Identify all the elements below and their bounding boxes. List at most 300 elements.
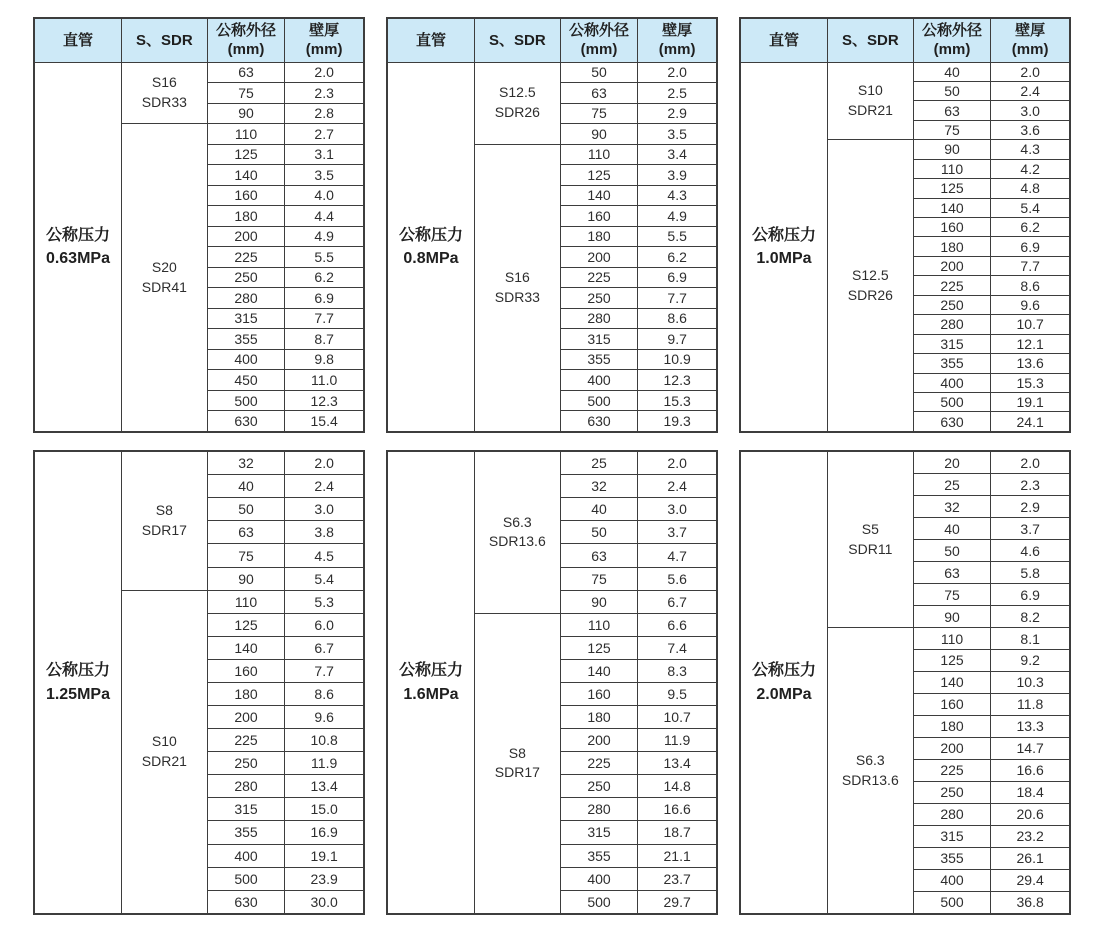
outer-diameter-cell: 50 xyxy=(913,81,991,100)
outer-diameter-cell: 200 xyxy=(913,737,991,759)
s-label: S20 xyxy=(151,258,177,275)
header-line: (mm) xyxy=(227,41,265,59)
wall-thickness-cell: 16.6 xyxy=(991,759,1070,781)
outer-diameter-cell: 200 xyxy=(207,706,285,729)
wall-thickness-cell: 5.8 xyxy=(991,562,1070,584)
wall-thickness-cell: 3.1 xyxy=(285,144,364,165)
wall-thickness-cell: 9.5 xyxy=(638,682,717,705)
outer-diameter-cell: 315 xyxy=(207,798,285,821)
header-line: 壁厚 xyxy=(1015,21,1046,39)
outer-diameter-cell: 32 xyxy=(560,475,638,498)
outer-diameter-cell: 125 xyxy=(207,144,285,165)
outer-diameter-cell: 180 xyxy=(560,226,638,247)
outer-diameter-cell: 280 xyxy=(913,315,991,334)
s-label: S16 xyxy=(151,74,177,91)
wall-thickness-cell: 24.1 xyxy=(991,412,1070,432)
outer-diameter-cell: 110 xyxy=(560,144,638,165)
wall-thickness-cell: 8.1 xyxy=(991,628,1070,650)
outer-diameter-cell: 400 xyxy=(560,867,638,890)
outer-diameter-cell: 125 xyxy=(913,650,991,672)
sdr-group-cell xyxy=(121,62,207,124)
outer-diameter-cell: 200 xyxy=(913,256,991,275)
wall-thickness-cell: 3.5 xyxy=(638,124,717,145)
wall-thickness-cell: 11.9 xyxy=(285,752,364,775)
outer-diameter-cell: 500 xyxy=(560,390,638,411)
wall-thickness-cell: 6.9 xyxy=(991,237,1070,256)
pressure-label: 公称压力 xyxy=(398,662,463,680)
wall-thickness-cell: 2.0 xyxy=(638,451,717,475)
outer-diameter-cell: 90 xyxy=(207,103,285,124)
outer-diameter-cell: 110 xyxy=(913,628,991,650)
outer-diameter-cell: 50 xyxy=(913,540,991,562)
header-line: (mm) xyxy=(1011,41,1049,59)
pressure-cell xyxy=(34,62,121,432)
wall-thickness-cell: 29.7 xyxy=(638,890,717,914)
header-line: 公称外径 xyxy=(922,21,983,39)
wall-thickness-cell: 19.3 xyxy=(638,411,717,432)
outer-diameter-cell: 180 xyxy=(560,706,638,729)
outer-diameter-cell: 32 xyxy=(207,451,285,475)
wall-thickness-cell: 6.6 xyxy=(638,613,717,636)
sdr-label: SDR13.6 xyxy=(488,533,546,550)
outer-diameter-cell: 250 xyxy=(560,775,638,798)
sdr-label: SDR17 xyxy=(494,764,540,781)
outer-diameter-cell: 400 xyxy=(207,349,285,370)
outer-diameter-cell: 50 xyxy=(560,521,638,544)
sdr-group-cell xyxy=(121,590,207,914)
wall-thickness-cell: 30.0 xyxy=(285,890,364,914)
outer-diameter-cell: 630 xyxy=(560,411,638,432)
pressure-value: 1.25MPa xyxy=(45,685,110,703)
outer-diameter-cell: 40 xyxy=(560,498,638,521)
pressure-value: 1.0MPa xyxy=(756,249,812,267)
outer-diameter-cell: 75 xyxy=(560,567,638,590)
wall-thickness-cell: 3.8 xyxy=(285,521,364,544)
outer-diameter-cell: 110 xyxy=(207,124,285,145)
wall-thickness-cell: 10.8 xyxy=(285,729,364,752)
header-line: (mm) xyxy=(580,41,618,59)
outer-diameter-cell: 160 xyxy=(560,206,638,227)
wall-thickness-cell: 11.0 xyxy=(285,370,364,391)
wall-thickness-cell: 5.3 xyxy=(285,590,364,613)
outer-diameter-cell: 140 xyxy=(913,671,991,693)
wall-thickness-cell: 4.3 xyxy=(638,185,717,206)
wall-thickness-cell: 7.4 xyxy=(638,636,717,659)
pressure-value: 1.6MPa xyxy=(403,685,459,703)
pressure-label: 公称压力 xyxy=(45,226,110,244)
sdr-label: SDR26 xyxy=(847,286,893,303)
wall-thickness-cell: 2.7 xyxy=(285,124,364,145)
table-row xyxy=(740,451,1070,474)
outer-diameter-cell: 355 xyxy=(560,844,638,867)
wall-thickness-cell: 13.4 xyxy=(285,775,364,798)
outer-diameter-cell: 160 xyxy=(207,659,285,682)
wall-thickness-cell: 2.4 xyxy=(285,475,364,498)
outer-diameter-cell: 250 xyxy=(560,288,638,309)
wall-thickness-cell: 18.4 xyxy=(991,781,1070,803)
wall-thickness-cell: 3.4 xyxy=(638,144,717,165)
s-label: S6.3 xyxy=(855,751,885,768)
wall-thickness-cell: 2.5 xyxy=(638,83,717,104)
s-label: S6.3 xyxy=(502,513,532,530)
wall-thickness-cell: 6.2 xyxy=(638,247,717,268)
wall-thickness-cell: 6.0 xyxy=(285,613,364,636)
outer-diameter-cell: 500 xyxy=(560,890,638,914)
wall-thickness-cell: 14.7 xyxy=(991,737,1070,759)
wall-thickness-cell: 2.4 xyxy=(638,475,717,498)
wall-thickness-cell: 11.8 xyxy=(991,693,1070,715)
outer-diameter-cell: 400 xyxy=(560,370,638,391)
pressure-cell xyxy=(740,451,827,914)
wall-thickness-cell: 3.7 xyxy=(991,518,1070,540)
wall-thickness-cell: 7.7 xyxy=(285,659,364,682)
pressure-table-0.63MPa xyxy=(33,17,365,433)
wall-thickness-cell: 23.7 xyxy=(638,867,717,890)
wall-thickness-cell: 20.6 xyxy=(991,803,1070,825)
outer-diameter-cell: 400 xyxy=(913,373,991,392)
outer-diameter-cell: 355 xyxy=(913,354,991,373)
sdr-label: SDR41 xyxy=(141,278,187,295)
outer-diameter-cell: 125 xyxy=(560,165,638,186)
outer-diameter-cell: 63 xyxy=(560,544,638,567)
outer-diameter-cell: 250 xyxy=(207,267,285,288)
wall-thickness-cell: 12.3 xyxy=(638,370,717,391)
outer-diameter-cell: 280 xyxy=(207,288,285,309)
sdr-group-cell xyxy=(474,451,560,613)
wall-thickness-cell: 3.0 xyxy=(638,498,717,521)
pressure-label: 公称压力 xyxy=(751,226,816,244)
outer-diameter-cell: 63 xyxy=(913,562,991,584)
wall-thickness-cell: 6.9 xyxy=(991,584,1070,606)
wall-thickness-cell: 10.7 xyxy=(638,706,717,729)
header-line: (mm) xyxy=(933,41,971,59)
wall-thickness-cell: 5.4 xyxy=(991,198,1070,217)
wall-thickness-cell: 9.6 xyxy=(285,706,364,729)
table-row xyxy=(387,451,717,475)
sdr-group-cell xyxy=(474,62,560,144)
wall-thickness-cell: 8.6 xyxy=(285,682,364,705)
wall-thickness-cell: 4.9 xyxy=(638,206,717,227)
outer-diameter-cell: 250 xyxy=(207,752,285,775)
col-header-outer-diameter xyxy=(560,18,638,62)
wall-thickness-cell: 12.3 xyxy=(285,390,364,411)
outer-diameter-cell: 200 xyxy=(560,729,638,752)
wall-thickness-cell: 4.6 xyxy=(991,540,1070,562)
outer-diameter-cell: 500 xyxy=(207,867,285,890)
wall-thickness-cell: 2.9 xyxy=(991,496,1070,518)
col-header-outer-diameter xyxy=(913,18,991,62)
outer-diameter-cell: 225 xyxy=(207,729,285,752)
pressure-table-0.8MPa xyxy=(386,17,718,433)
outer-diameter-cell: 140 xyxy=(560,659,638,682)
table-row xyxy=(34,62,364,83)
wall-thickness-cell: 4.8 xyxy=(991,179,1070,198)
outer-diameter-cell: 75 xyxy=(913,584,991,606)
outer-diameter-cell: 140 xyxy=(207,165,285,186)
pressure-value: 0.63MPa xyxy=(45,249,110,267)
wall-thickness-cell: 2.0 xyxy=(285,62,364,83)
wall-thickness-cell: 23.2 xyxy=(991,825,1070,847)
pressure-cell xyxy=(387,62,474,432)
wall-thickness-cell: 4.7 xyxy=(638,544,717,567)
outer-diameter-cell: 630 xyxy=(913,412,991,432)
col-header-wall-thickness xyxy=(285,18,364,62)
wall-thickness-cell: 3.5 xyxy=(285,165,364,186)
wall-thickness-cell: 7.7 xyxy=(991,256,1070,275)
pressure-value: 2.0MPa xyxy=(756,685,812,703)
outer-diameter-cell: 90 xyxy=(560,124,638,145)
wall-thickness-cell: 14.8 xyxy=(638,775,717,798)
outer-diameter-cell: 630 xyxy=(207,411,285,432)
sdr-group-cell xyxy=(121,451,207,590)
outer-diameter-cell: 90 xyxy=(913,140,991,159)
wall-thickness-cell: 6.2 xyxy=(285,267,364,288)
outer-diameter-cell: 315 xyxy=(207,308,285,329)
sdr-label: SDR33 xyxy=(494,288,540,305)
outer-diameter-cell: 200 xyxy=(207,226,285,247)
outer-diameter-cell: 160 xyxy=(913,218,991,237)
outer-diameter-cell: 110 xyxy=(207,590,285,613)
outer-diameter-cell: 140 xyxy=(207,636,285,659)
wall-thickness-cell: 7.7 xyxy=(638,288,717,309)
pressure-cell xyxy=(740,62,827,432)
sdr-label: SDR26 xyxy=(494,104,540,121)
wall-thickness-cell: 5.5 xyxy=(285,247,364,268)
outer-diameter-cell: 400 xyxy=(207,844,285,867)
wall-thickness-cell: 16.6 xyxy=(638,798,717,821)
outer-diameter-cell: 225 xyxy=(913,759,991,781)
wall-thickness-cell: 6.9 xyxy=(285,288,364,309)
wall-thickness-cell: 3.7 xyxy=(638,521,717,544)
outer-diameter-cell: 140 xyxy=(913,198,991,217)
wall-thickness-cell: 3.0 xyxy=(285,498,364,521)
tables-grid xyxy=(33,17,1071,915)
wall-thickness-cell: 26.1 xyxy=(991,847,1070,869)
table-row xyxy=(34,451,364,475)
wall-thickness-cell: 5.6 xyxy=(638,567,717,590)
outer-diameter-cell: 355 xyxy=(207,329,285,350)
sdr-label: SDR21 xyxy=(141,752,187,769)
outer-diameter-cell: 140 xyxy=(560,185,638,206)
wall-thickness-cell: 10.7 xyxy=(991,315,1070,334)
outer-diameter-cell: 75 xyxy=(207,83,285,104)
outer-diameter-cell: 500 xyxy=(913,891,991,914)
wall-thickness-cell: 4.5 xyxy=(285,544,364,567)
outer-diameter-cell: 200 xyxy=(560,247,638,268)
outer-diameter-cell: 90 xyxy=(207,567,285,590)
pressure-cell xyxy=(34,451,121,914)
pressure-label: 公称压力 xyxy=(398,226,463,244)
col-header-sdr: S、SDR xyxy=(121,18,207,62)
sdr-group-cell xyxy=(827,62,913,140)
outer-diameter-cell: 160 xyxy=(913,693,991,715)
header-line: (mm) xyxy=(305,41,343,59)
outer-diameter-cell: 160 xyxy=(560,682,638,705)
outer-diameter-cell: 90 xyxy=(913,606,991,628)
outer-diameter-cell: 63 xyxy=(207,62,285,83)
col-header-pipe: 直管 xyxy=(387,18,474,62)
outer-diameter-cell: 250 xyxy=(913,781,991,803)
outer-diameter-cell: 160 xyxy=(207,185,285,206)
wall-thickness-cell: 6.7 xyxy=(285,636,364,659)
header-line: 公称外径 xyxy=(569,21,630,39)
outer-diameter-cell: 225 xyxy=(913,276,991,295)
outer-diameter-cell: 500 xyxy=(913,392,991,411)
s-label: S12.5 xyxy=(499,84,536,101)
sdr-label: SDR21 xyxy=(847,101,893,118)
sdr-group-cell xyxy=(827,140,913,432)
col-header-wall-thickness xyxy=(638,18,717,62)
outer-diameter-cell: 355 xyxy=(913,847,991,869)
outer-diameter-cell: 63 xyxy=(207,521,285,544)
outer-diameter-cell: 25 xyxy=(913,474,991,496)
col-header-sdr: S、SDR xyxy=(474,18,560,62)
wall-thickness-cell: 2.4 xyxy=(991,81,1070,100)
wall-thickness-cell: 4.2 xyxy=(991,159,1070,178)
outer-diameter-cell: 75 xyxy=(207,544,285,567)
wall-thickness-cell: 15.3 xyxy=(991,373,1070,392)
wall-thickness-cell: 15.0 xyxy=(285,798,364,821)
wall-thickness-cell: 10.3 xyxy=(991,671,1070,693)
wall-thickness-cell: 4.9 xyxy=(285,226,364,247)
col-header-pipe: 直管 xyxy=(34,18,121,62)
table-row xyxy=(387,62,717,83)
sdr-group-cell xyxy=(121,124,207,432)
outer-diameter-cell: 180 xyxy=(207,206,285,227)
outer-diameter-cell: 280 xyxy=(560,798,638,821)
wall-thickness-cell: 4.4 xyxy=(285,206,364,227)
wall-thickness-cell: 2.3 xyxy=(991,474,1070,496)
outer-diameter-cell: 180 xyxy=(207,682,285,705)
outer-diameter-cell: 280 xyxy=(560,308,638,329)
wall-thickness-cell: 6.7 xyxy=(638,590,717,613)
sdr-group-cell xyxy=(474,144,560,432)
outer-diameter-cell: 280 xyxy=(913,803,991,825)
wall-thickness-cell: 21.1 xyxy=(638,844,717,867)
wall-thickness-cell: 29.4 xyxy=(991,869,1070,891)
outer-diameter-cell: 315 xyxy=(913,825,991,847)
wall-thickness-cell: 2.0 xyxy=(991,62,1070,81)
header-line: (mm) xyxy=(658,41,696,59)
wall-thickness-cell: 2.0 xyxy=(638,62,717,83)
outer-diameter-cell: 32 xyxy=(913,496,991,518)
wall-thickness-cell: 5.5 xyxy=(638,226,717,247)
wall-thickness-cell: 9.6 xyxy=(991,295,1070,314)
header-line: 壁厚 xyxy=(309,21,340,39)
wall-thickness-cell: 13.6 xyxy=(991,354,1070,373)
wall-thickness-cell: 19.1 xyxy=(991,392,1070,411)
wall-thickness-cell: 7.7 xyxy=(285,308,364,329)
pressure-label: 公称压力 xyxy=(45,662,110,680)
outer-diameter-cell: 450 xyxy=(207,370,285,391)
outer-diameter-cell: 225 xyxy=(207,247,285,268)
outer-diameter-cell: 355 xyxy=(560,349,638,370)
sdr-label: SDR13.6 xyxy=(841,771,899,788)
col-header-outer-diameter xyxy=(207,18,285,62)
outer-diameter-cell: 40 xyxy=(913,518,991,540)
header-line: 公称外径 xyxy=(216,21,277,39)
outer-diameter-cell: 75 xyxy=(913,120,991,139)
wall-thickness-cell: 11.9 xyxy=(638,729,717,752)
s-label: S8 xyxy=(155,502,173,519)
col-header-wall-thickness xyxy=(991,18,1070,62)
outer-diameter-cell: 40 xyxy=(207,475,285,498)
wall-thickness-cell: 13.4 xyxy=(638,752,717,775)
s-label: S10 xyxy=(857,82,883,99)
outer-diameter-cell: 315 xyxy=(560,821,638,844)
wall-thickness-cell: 19.1 xyxy=(285,844,364,867)
outer-diameter-cell: 125 xyxy=(560,636,638,659)
pressure-table-1.6MPa xyxy=(386,450,718,915)
header-line: 壁厚 xyxy=(662,21,693,39)
wall-thickness-cell: 9.2 xyxy=(991,650,1070,672)
wall-thickness-cell: 5.4 xyxy=(285,567,364,590)
wall-thickness-cell: 2.0 xyxy=(991,451,1070,474)
pressure-table-2.0MPa xyxy=(739,450,1071,915)
outer-diameter-cell: 75 xyxy=(560,103,638,124)
wall-thickness-cell: 8.6 xyxy=(638,308,717,329)
wall-thickness-cell: 4.0 xyxy=(285,185,364,206)
wall-thickness-cell: 8.2 xyxy=(991,606,1070,628)
wall-thickness-cell: 3.9 xyxy=(638,165,717,186)
wall-thickness-cell: 13.3 xyxy=(991,715,1070,737)
outer-diameter-cell: 250 xyxy=(913,295,991,314)
s-label: S5 xyxy=(861,520,879,537)
outer-diameter-cell: 50 xyxy=(207,498,285,521)
outer-diameter-cell: 25 xyxy=(560,451,638,475)
wall-thickness-cell: 3.6 xyxy=(991,120,1070,139)
wall-thickness-cell: 12.1 xyxy=(991,334,1070,353)
wall-thickness-cell: 2.8 xyxy=(285,103,364,124)
outer-diameter-cell: 400 xyxy=(913,869,991,891)
outer-diameter-cell: 280 xyxy=(207,775,285,798)
wall-thickness-cell: 2.9 xyxy=(638,103,717,124)
outer-diameter-cell: 110 xyxy=(560,613,638,636)
outer-diameter-cell: 630 xyxy=(207,890,285,914)
pressure-cell xyxy=(387,451,474,914)
wall-thickness-cell: 9.8 xyxy=(285,349,364,370)
outer-diameter-cell: 63 xyxy=(560,83,638,104)
wall-thickness-cell: 10.9 xyxy=(638,349,717,370)
wall-thickness-cell: 8.3 xyxy=(638,659,717,682)
outer-diameter-cell: 180 xyxy=(913,237,991,256)
outer-diameter-cell: 40 xyxy=(913,62,991,81)
outer-diameter-cell: 180 xyxy=(913,715,991,737)
wall-thickness-cell: 18.7 xyxy=(638,821,717,844)
wall-thickness-cell: 2.0 xyxy=(285,451,364,475)
wall-thickness-cell: 16.9 xyxy=(285,821,364,844)
wall-thickness-cell: 36.8 xyxy=(991,891,1070,914)
outer-diameter-cell: 225 xyxy=(560,752,638,775)
table-row xyxy=(740,62,1070,81)
outer-diameter-cell: 110 xyxy=(913,159,991,178)
s-label: S8 xyxy=(508,744,526,761)
sdr-label: SDR17 xyxy=(141,521,187,538)
wall-thickness-cell: 6.2 xyxy=(991,218,1070,237)
sdr-group-cell xyxy=(827,451,913,628)
outer-diameter-cell: 315 xyxy=(560,329,638,350)
s-label: S12.5 xyxy=(852,267,889,284)
wall-thickness-cell: 15.3 xyxy=(638,390,717,411)
sdr-group-cell xyxy=(827,628,913,914)
wall-thickness-cell: 6.9 xyxy=(638,267,717,288)
col-header-pipe: 直管 xyxy=(740,18,827,62)
wall-thickness-cell: 4.3 xyxy=(991,140,1070,159)
outer-diameter-cell: 63 xyxy=(913,101,991,120)
outer-diameter-cell: 315 xyxy=(913,334,991,353)
sdr-label: SDR11 xyxy=(848,540,893,557)
outer-diameter-cell: 500 xyxy=(207,390,285,411)
